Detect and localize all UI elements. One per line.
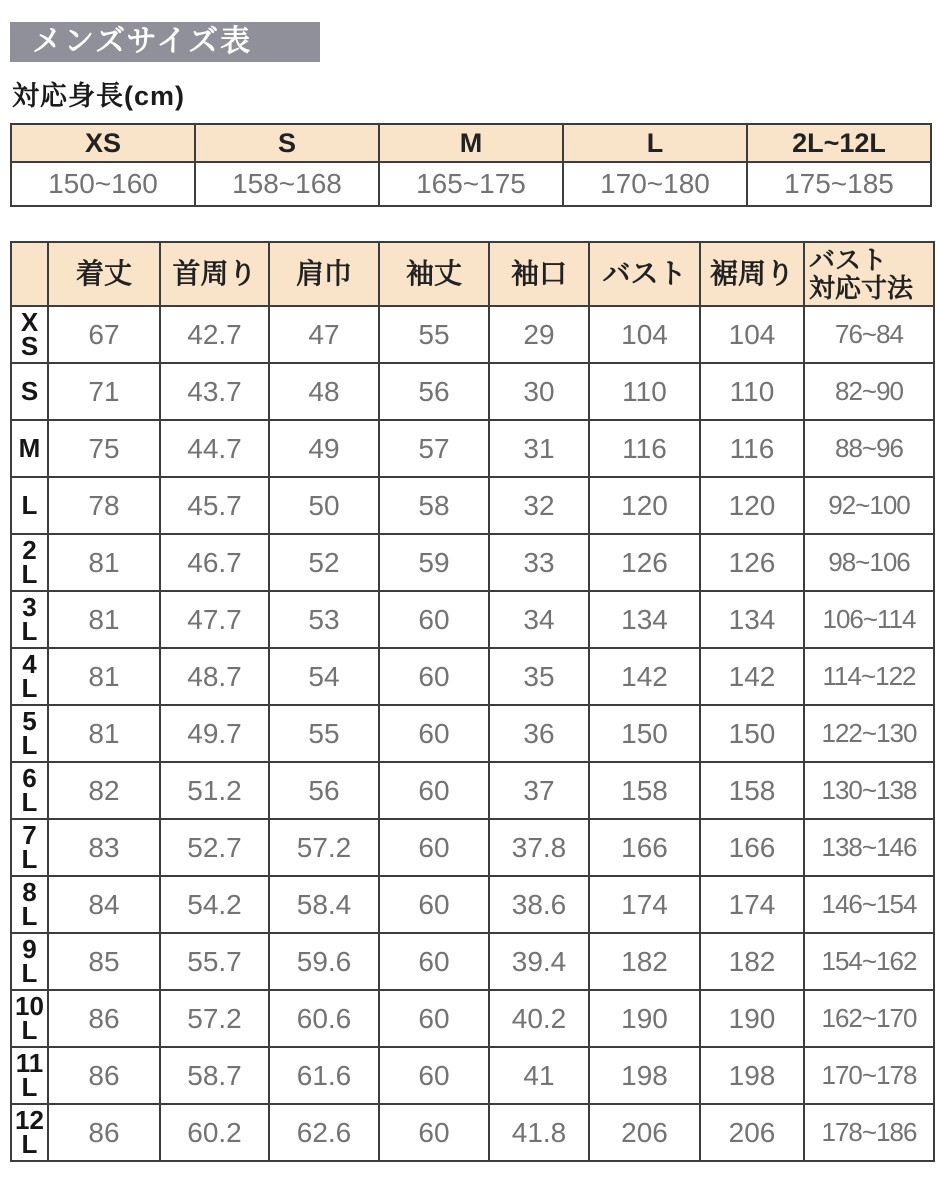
height-col-header: 2L~12L [747, 124, 931, 162]
size-col-header: 袖口 [489, 242, 589, 306]
height-table-header-row [11, 124, 931, 162]
measurement-value: 54 [269, 648, 379, 705]
measurement-value: 170~178 [804, 1047, 934, 1104]
measurement-value: 52.7 [160, 819, 269, 876]
measurement-value: 50 [269, 477, 379, 534]
measurement-value: 166 [700, 819, 804, 876]
measurement-value: 60 [379, 990, 489, 1047]
size-row-label: M [11, 420, 48, 477]
measurement-value: 45.7 [160, 477, 269, 534]
size-row-m [11, 420, 934, 477]
measurement-value: 57.2 [269, 819, 379, 876]
measurement-value: 198 [589, 1047, 700, 1104]
size-row-l [11, 477, 934, 534]
page-title: メンズサイズ表 [10, 22, 320, 62]
measurement-value: 57.2 [160, 990, 269, 1047]
measurement-value: 41 [489, 1047, 589, 1104]
size-col-header: 袖丈 [379, 242, 489, 306]
size-row-7l [11, 819, 934, 876]
measurement-value: 60.2 [160, 1104, 269, 1161]
size-row-label: 11 L [11, 1047, 48, 1104]
measurement-value: 37.8 [489, 819, 589, 876]
measurement-value: 58 [379, 477, 489, 534]
measurement-value: 81 [48, 534, 160, 591]
height-col-header: S [195, 124, 379, 162]
measurement-value: 120 [700, 477, 804, 534]
size-row-label: 5 L [11, 705, 48, 762]
size-row-label: S [11, 363, 48, 420]
measurement-value: 84 [48, 876, 160, 933]
measurement-value: 48.7 [160, 648, 269, 705]
measurement-value: 60 [379, 591, 489, 648]
measurement-value: 154~162 [804, 933, 934, 990]
size-col-header: バスト 対応寸法 [804, 242, 934, 306]
measurement-value: 59.6 [269, 933, 379, 990]
measurement-value: 54.2 [160, 876, 269, 933]
measurement-value: 60 [379, 933, 489, 990]
measurement-value: 37 [489, 762, 589, 819]
measurement-value: 110 [589, 363, 700, 420]
measurement-value: 162~170 [804, 990, 934, 1047]
height-range-value: 165~175 [379, 162, 563, 206]
measurement-value: 126 [700, 534, 804, 591]
height-col-header: M [379, 124, 563, 162]
measurement-value: 58.7 [160, 1047, 269, 1104]
measurement-value: 114~122 [804, 648, 934, 705]
measurement-value: 81 [48, 591, 160, 648]
size-row-label: 6 L [11, 762, 48, 819]
measurement-value: 46.7 [160, 534, 269, 591]
measurement-value: 120 [589, 477, 700, 534]
measurement-value: 142 [700, 648, 804, 705]
measurement-value: 44.7 [160, 420, 269, 477]
size-row-5l [11, 705, 934, 762]
size-table-header-row [11, 242, 934, 306]
size-row-10l [11, 990, 934, 1047]
size-row-label: 10 L [11, 990, 48, 1047]
measurement-value: 134 [589, 591, 700, 648]
measurement-value: 49.7 [160, 705, 269, 762]
measurement-value: 47.7 [160, 591, 269, 648]
measurement-value: 88~96 [804, 420, 934, 477]
measurement-value: 206 [589, 1104, 700, 1161]
measurement-value: 182 [589, 933, 700, 990]
measurement-value: 34 [489, 591, 589, 648]
measurement-value: 106~114 [804, 591, 934, 648]
measurement-value: 38.6 [489, 876, 589, 933]
measurement-value: 206 [700, 1104, 804, 1161]
height-table-value-row [11, 162, 931, 206]
size-row-8l [11, 876, 934, 933]
measurement-value: 110 [700, 363, 804, 420]
size-row-12l [11, 1104, 934, 1161]
measurement-value: 71 [48, 363, 160, 420]
measurement-value: 150 [589, 705, 700, 762]
measurement-value: 31 [489, 420, 589, 477]
measurement-value: 42.7 [160, 306, 269, 363]
size-row-3l [11, 591, 934, 648]
size-row-xs [11, 306, 934, 363]
measurement-value: 75 [48, 420, 160, 477]
size-row-2l [11, 534, 934, 591]
measurement-value: 81 [48, 705, 160, 762]
size-row-label: 2 L [11, 534, 48, 591]
measurement-value: 60 [379, 705, 489, 762]
measurement-value: 198 [700, 1047, 804, 1104]
measurement-value: 98~106 [804, 534, 934, 591]
measurement-value: 62.6 [269, 1104, 379, 1161]
measurement-value: 146~154 [804, 876, 934, 933]
measurement-value: 33 [489, 534, 589, 591]
measurement-value: 60.6 [269, 990, 379, 1047]
height-range-table [10, 123, 932, 207]
measurement-value: 53 [269, 591, 379, 648]
size-col-header: 着丈 [48, 242, 160, 306]
measurement-value: 57 [379, 420, 489, 477]
measurement-value: 55 [379, 306, 489, 363]
measurement-value: 182 [700, 933, 804, 990]
measurement-value: 47 [269, 306, 379, 363]
measurement-value: 142 [589, 648, 700, 705]
size-col-header: 首周り [160, 242, 269, 306]
measurement-value: 174 [589, 876, 700, 933]
measurement-value: 60 [379, 762, 489, 819]
size-measurements-table [10, 241, 935, 1162]
size-row-11l [11, 1047, 934, 1104]
measurement-value: 55 [269, 705, 379, 762]
size-row-9l [11, 933, 934, 990]
size-row-4l [11, 648, 934, 705]
size-col-header: 裾周り [700, 242, 804, 306]
measurement-value: 56 [379, 363, 489, 420]
size-row-label: 3 L [11, 591, 48, 648]
measurement-value: 30 [489, 363, 589, 420]
measurement-value: 190 [700, 990, 804, 1047]
measurement-value: 51.2 [160, 762, 269, 819]
measurement-value: 126 [589, 534, 700, 591]
size-col-header: バスト [589, 242, 700, 306]
size-table-corner-cell [11, 242, 48, 306]
height-table-caption: 対応身長(cm) [12, 81, 186, 111]
size-row-label: 9 L [11, 933, 48, 990]
measurement-value: 83 [48, 819, 160, 876]
measurement-value: 158 [589, 762, 700, 819]
size-row-label: 7 L [11, 819, 48, 876]
measurement-value: 104 [700, 306, 804, 363]
measurement-value: 35 [489, 648, 589, 705]
measurement-value: 86 [48, 1047, 160, 1104]
measurement-value: 122~130 [804, 705, 934, 762]
measurement-value: 81 [48, 648, 160, 705]
measurement-value: 116 [589, 420, 700, 477]
measurement-value: 190 [589, 990, 700, 1047]
measurement-value: 43.7 [160, 363, 269, 420]
measurement-value: 86 [48, 1104, 160, 1161]
measurement-value: 166 [589, 819, 700, 876]
measurement-value: 60 [379, 1104, 489, 1161]
height-range-value: 150~160 [11, 162, 195, 206]
measurement-value: 60 [379, 1047, 489, 1104]
measurement-value: 150 [700, 705, 804, 762]
measurement-value: 134 [700, 591, 804, 648]
height-range-value: 175~185 [747, 162, 931, 206]
size-row-label: 4 L [11, 648, 48, 705]
measurement-value: 130~138 [804, 762, 934, 819]
measurement-value: 32 [489, 477, 589, 534]
measurement-value: 92~100 [804, 477, 934, 534]
size-col-header: 肩巾 [269, 242, 379, 306]
height-col-header: XS [11, 124, 195, 162]
measurement-value: 48 [269, 363, 379, 420]
measurement-value: 61.6 [269, 1047, 379, 1104]
measurement-value: 174 [700, 876, 804, 933]
measurement-value: 41.8 [489, 1104, 589, 1161]
height-col-header: L [563, 124, 747, 162]
measurement-value: 60 [379, 876, 489, 933]
size-row-label: L [11, 477, 48, 534]
measurement-value: 58.4 [269, 876, 379, 933]
measurement-value: 67 [48, 306, 160, 363]
measurement-value: 49 [269, 420, 379, 477]
measurement-value: 82 [48, 762, 160, 819]
height-range-value: 170~180 [563, 162, 747, 206]
measurement-value: 116 [700, 420, 804, 477]
measurement-value: 158 [700, 762, 804, 819]
measurement-value: 85 [48, 933, 160, 990]
size-row-6l [11, 762, 934, 819]
size-row-s [11, 363, 934, 420]
measurement-value: 82~90 [804, 363, 934, 420]
measurement-value: 104 [589, 306, 700, 363]
measurement-value: 178~186 [804, 1104, 934, 1161]
measurement-value: 39.4 [489, 933, 589, 990]
size-row-label: 12 L [11, 1104, 48, 1161]
measurement-value: 60 [379, 648, 489, 705]
size-row-label: X S [11, 306, 48, 363]
measurement-value: 36 [489, 705, 589, 762]
measurement-value: 78 [48, 477, 160, 534]
measurement-value: 40.2 [489, 990, 589, 1047]
size-row-label: 8 L [11, 876, 48, 933]
measurement-value: 86 [48, 990, 160, 1047]
measurement-value: 60 [379, 819, 489, 876]
height-range-value: 158~168 [195, 162, 379, 206]
measurement-value: 76~84 [804, 306, 934, 363]
measurement-value: 29 [489, 306, 589, 363]
measurement-value: 56 [269, 762, 379, 819]
measurement-value: 138~146 [804, 819, 934, 876]
measurement-value: 55.7 [160, 933, 269, 990]
measurement-value: 59 [379, 534, 489, 591]
measurement-value: 52 [269, 534, 379, 591]
